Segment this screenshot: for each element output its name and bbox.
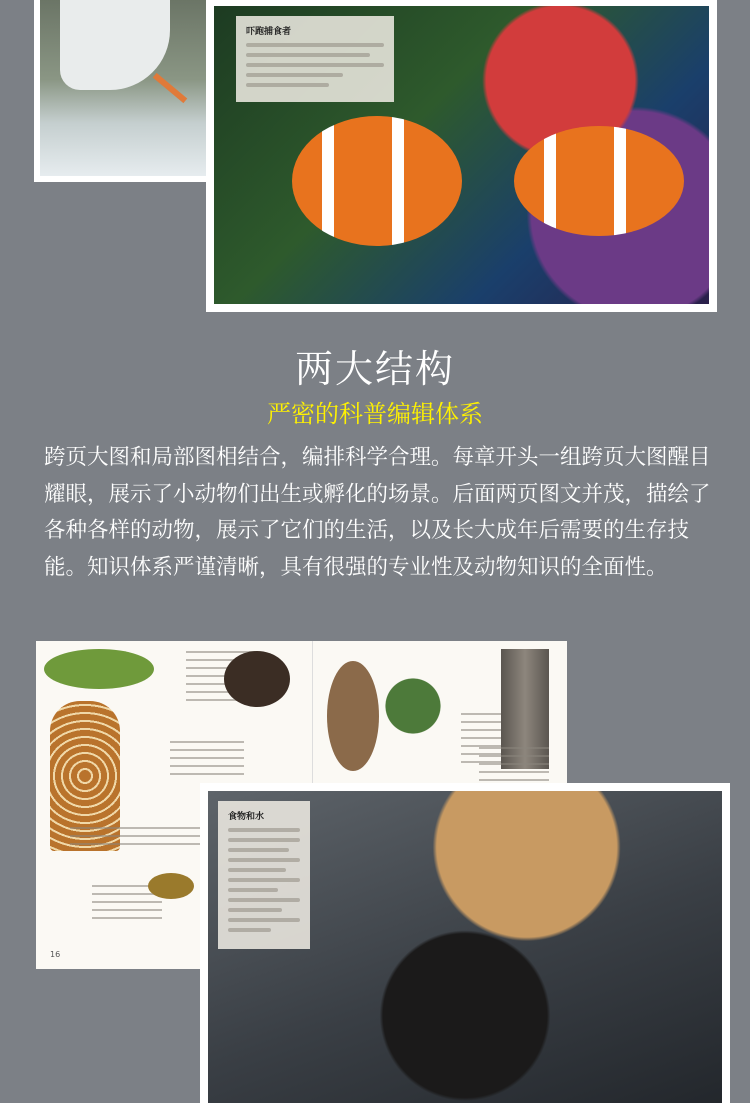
chimp-illustration bbox=[224, 651, 290, 707]
page-number: 16 bbox=[50, 950, 61, 959]
fish-caption-title: 吓跑捕食者 bbox=[246, 27, 292, 37]
bird-illustration bbox=[40, 0, 206, 176]
tree-illustration bbox=[44, 649, 154, 689]
pine-branch-illustration bbox=[373, 651, 453, 761]
fish-caption-box bbox=[236, 16, 394, 102]
hummingbird-illustration bbox=[148, 873, 194, 899]
section-title: 两大结构 bbox=[294, 347, 455, 391]
spider-caption-title: 食物和水 bbox=[228, 812, 265, 822]
clownfish-spread-frame bbox=[206, 0, 717, 312]
clownfish-illustration bbox=[214, 6, 709, 304]
body-paragraph: 跨页大图和局部图相结合，编排科学合理。每章开头一组跨页大图醒目耀眼，展示了小动物们出生或孵化的场景。后面两页图文并茂，描绘了各种各样的动物，展示了它们的生活，以及长大成年后需要的生存技能。知识体系严谨清晰，具有很强的专业性及动物知识的全面性。 bbox=[44, 445, 711, 580]
clownfish-right bbox=[514, 126, 684, 236]
section-subtitle: 严密的科普编辑体系 bbox=[267, 400, 483, 428]
songbird-illustration bbox=[327, 661, 379, 771]
clownfish-left bbox=[292, 116, 462, 246]
spider-cricket-illustration bbox=[208, 791, 722, 1103]
bird-illustration-frame bbox=[34, 0, 212, 182]
spider-spread-frame bbox=[200, 783, 730, 1103]
spider-caption-box bbox=[218, 801, 310, 949]
